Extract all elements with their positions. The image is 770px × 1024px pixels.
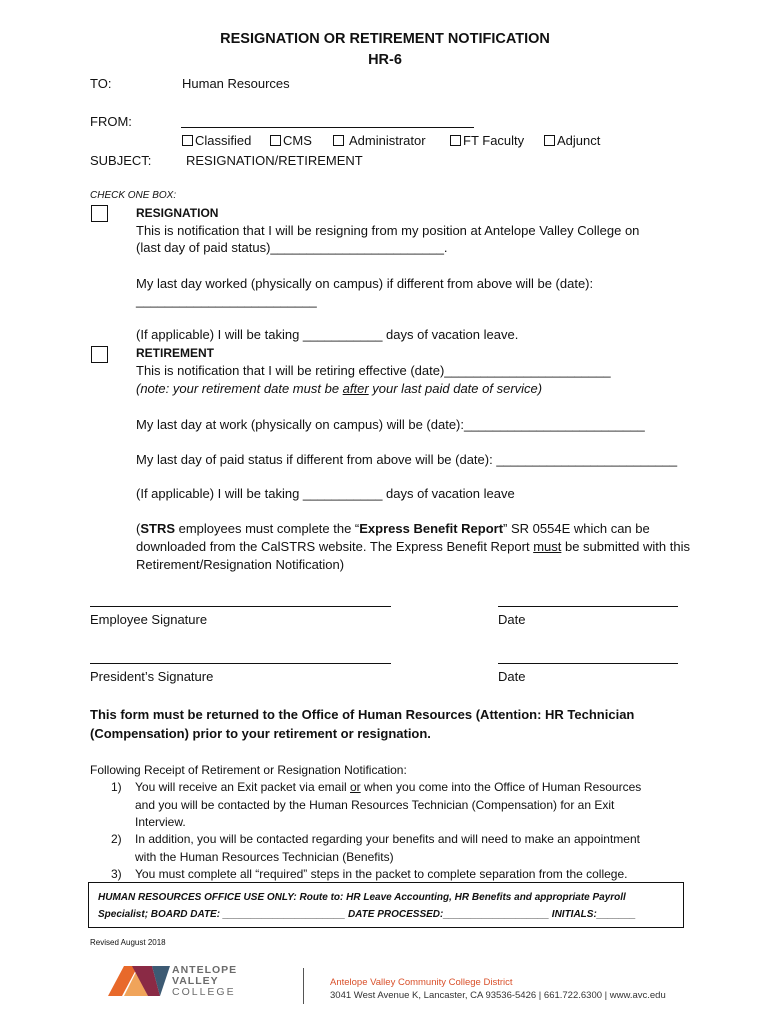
following-item-2-num: 2) (111, 832, 122, 846)
subject-label: SUBJECT: (90, 153, 152, 168)
retirement-checkbox[interactable] (91, 346, 108, 363)
from-input-line[interactable] (181, 127, 474, 128)
president-date-line[interactable] (498, 663, 678, 664)
president-signature-line[interactable] (90, 663, 391, 664)
employee-date-label: Date (498, 612, 526, 627)
retirement-line3[interactable]: My last day of paid status if different from above will be (date): _________________________ (136, 452, 678, 467)
form-title: RESIGNATION OR RETIREMENT NOTIFICATION (220, 31, 550, 47)
president-signature-label: President’s Signature (90, 669, 214, 684)
employee-type-administrator[interactable]: Administrator (333, 132, 426, 149)
return-notice-line2: (Compensation) prior to your retirement or resignation. (90, 726, 431, 741)
employee-type-classified[interactable]: Classified (182, 132, 251, 149)
employee-type-ft-faculty[interactable]: FT Faculty (450, 132, 524, 149)
retirement-heading: RETIREMENT (136, 346, 214, 360)
ft-faculty-checkbox[interactable] (450, 135, 461, 146)
footer-address: 3041 West Avenue K, Lancaster, CA 93536-5426 | 661.722.6300 | www.avc.edu (330, 990, 666, 1001)
logo-line1: ANTELOPE (172, 964, 238, 976)
resignation-checkbox[interactable] (91, 205, 108, 222)
footer-divider (303, 968, 304, 1004)
following-item-1-line2: and you will be contacted by the Human Resources Technician (Compensation) for an Exit (135, 798, 615, 812)
to-value: Human Resources (182, 76, 290, 91)
subject-value: RESIGNATION/RETIREMENT (186, 153, 363, 168)
avc-logo-mark-icon (108, 962, 170, 998)
retirement-vacation[interactable]: (If applicable) I will be taking ___________ days of vacation leave (136, 486, 515, 501)
to-label: TO: (90, 76, 112, 91)
hr-office-line1: HUMAN RESOURCES OFFICE USE ONLY: Route to: HR Leave Accounting, HR Benefits and appropriate Payroll (98, 892, 626, 903)
strs-line1: (STRS employees must complete the “Express Benefit Report” SR 0554E which can be (136, 521, 650, 536)
strs-line3: Retirement/Resignation Notification) (136, 557, 345, 572)
retirement-line1[interactable]: This is notification that I will be retiring effective (date)_______________________ (136, 363, 611, 378)
resignation-heading: RESIGNATION (136, 206, 219, 220)
footer-district: Antelope Valley Community College District (330, 977, 513, 988)
retirement-line2[interactable]: My last day at work (physically on campus) will be (date):_________________________ (136, 417, 645, 432)
resignation-line1: This is notification that I will be resigning from my position at Antelope Valley College on (136, 223, 640, 238)
following-item-2-line1: In addition, you will be contacted regarding your benefits and will need to make an appointment (135, 832, 640, 846)
employee-signature-label: Employee Signature (90, 612, 208, 627)
adjunct-checkbox[interactable] (544, 135, 555, 146)
hr-office-line2: Specialist; BOARD DATE: ______________________ DATE PROCESSED:___________________ INITIALS:_______ (98, 909, 636, 920)
return-notice-line1: This form must be returned to the Office of Human Resources (Attention: HR Technician (90, 707, 635, 722)
resignation-line3: My last day worked (physically on campus) if different from above will be (date): (136, 276, 594, 291)
administrator-checkbox[interactable] (333, 135, 344, 146)
classified-checkbox[interactable] (182, 135, 193, 146)
resignation-vacation[interactable]: (If applicable) I will be taking ___________ days of vacation leave. (136, 327, 519, 342)
following-item-3-num: 3) (111, 867, 122, 881)
revised-date: Revised August 2018 (90, 938, 166, 947)
strs-line2: downloaded from the CalSTRS website. The Express Benefit Report must be submitted with this (136, 539, 690, 554)
resignation-line2[interactable]: (last day of paid status)________________________. (136, 240, 448, 255)
employee-signature-line[interactable] (90, 606, 391, 607)
following-item-2-line2: with the Human Resources Technician (Benefits) (135, 850, 394, 864)
following-item-1-num: 1) (111, 780, 122, 794)
logo-line2: VALLEY (172, 975, 219, 987)
following-item-3-line1: You must complete all “required” steps in the packet to complete separation from the college. (135, 867, 628, 881)
employee-type-adjunct[interactable]: Adjunct (544, 132, 600, 149)
employee-date-line[interactable] (498, 606, 678, 607)
following-intro: Following Receipt of Retirement or Resignation Notification: (90, 763, 407, 777)
employee-type-cms[interactable]: CMS (270, 132, 312, 149)
form-code: HR-6 (368, 52, 402, 68)
following-item-1-line1: You will receive an Exit packet via email or when you come into the Office of Human Resources (135, 780, 642, 794)
resignation-line4[interactable]: _________________________ (136, 293, 317, 308)
retirement-note: (note: your retirement date must be after your last paid date of service) (136, 381, 543, 396)
following-item-1-line3: Interview. (135, 815, 186, 829)
president-date-label: Date (498, 669, 526, 684)
check-one-label: CHECK ONE BOX: (90, 190, 177, 201)
logo-line3: COLLEGE (172, 986, 236, 998)
cms-checkbox[interactable] (270, 135, 281, 146)
hr-office-use-box (88, 882, 684, 928)
from-label: FROM: (90, 114, 132, 129)
